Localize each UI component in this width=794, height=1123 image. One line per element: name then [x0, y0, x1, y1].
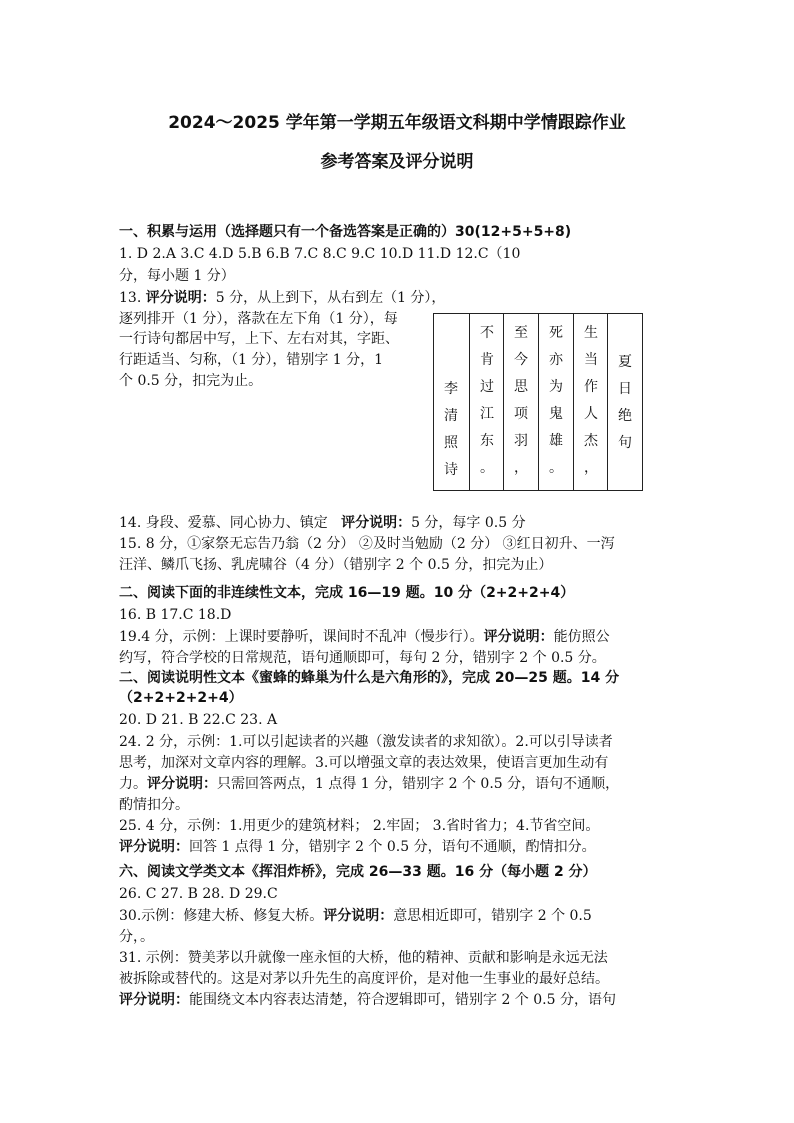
section3-heading: 二、阅读说明性文本《蜜蜂的蜂巢为什么是六角形的》，完成 20—25 题。14 分: [119, 670, 620, 686]
q30-line1: 30.示例：修建大桥、修复大桥。评分说明：意思相近即可，错别字 2 个 0.5: [119, 908, 592, 924]
q30-label: 评分说明：: [323, 908, 394, 924]
q19-line2: 约写，符合学校的日常规范，语句通顺即可，每句 2 分，错别字 2 个 0.5 分。: [119, 650, 606, 666]
q19-line1: 19.4 分，示例：上课时要静听，课间时不乱冲（慢步行）。评分说明：能仿照公: [119, 629, 610, 645]
q24-line1: 24. 2 分，示例：1.可以引起读者的兴趣（激发读者的求知欲）。2.可以引导读者: [119, 734, 613, 750]
q19-label: 评分说明：: [483, 629, 554, 645]
poem-grid: [433, 313, 643, 491]
section2-heading: 二、阅读下面的非连续性文本，完成 16—19 题。10 分（2+2+2+4）: [119, 585, 575, 601]
section3-heading-cont: （2+2+2+2+4）: [119, 690, 243, 706]
answers-26-29: 26. C 27. B 28. D 29.C: [119, 886, 278, 902]
q13-line3: 一行诗句都居中写，上下、左右对其，字距、: [119, 331, 399, 347]
answers-1-12-cont: 分，每小题 1 分）: [119, 268, 235, 284]
answers-1-12: 1. D 2.A 3.C 4.D 5.B 6.B 7.C 8.C 9.C 10.D 11.D 12.C（10: [119, 246, 521, 262]
answers-20-23: 20. D 21. B 22.C 23. A: [119, 712, 278, 728]
poem-column-line1: 生 当 作 人 杰 ，: [573, 314, 608, 490]
q15-line1: 15. 8 分，①家祭无忘告乃翁（2 分） ②及时当勉励（2 分） ③红日初升、一泻: [119, 536, 615, 552]
poem-column-author: 李 清 照 诗: [444, 381, 458, 478]
q15-line2: 汪洋、鳞爪飞扬、乳虎啸谷（4 分）（错别字 2 个 0.5 分，扣完为止）: [119, 557, 553, 573]
page-title: 2024～2025 学年第一学期五年级语文科期中学情跟踪作业: [168, 113, 626, 133]
q14-line: 14. 身段、爱慕、同心协力、镇定 评分说明：5 分，每字 0.5 分: [119, 515, 526, 531]
q24-label: 评分说明：: [147, 776, 217, 792]
q31-label: 评分说明：: [119, 992, 189, 1008]
q24-line3: 力。评分说明：只需回答两点，1 点得 1 分，错别字 2 个 0.5 分，语句不通顺，: [119, 776, 620, 792]
poem-column-title: 夏 日 绝 句: [607, 314, 642, 490]
poem-column-line2: 死 亦 为 鬼 雄 。: [538, 314, 573, 490]
q25-line2: 评分说明：回答 1 点得 1 分，错别字 2 个 0.5 分，语句不通顺，酌情扣分。: [119, 839, 596, 855]
poem-column-line3: 至 今 思 项 羽 ，: [503, 314, 538, 490]
q24-line2: 思考，加深对文章内容的理解。3.可以增强文章的表达效果，使语言更加生动有: [119, 755, 609, 771]
answers-16-18: 16. B 17.C 18.D: [119, 607, 232, 623]
q24-line4: 酌情扣分。: [119, 797, 189, 813]
page-subtitle: 参考答案及评分说明: [320, 152, 474, 172]
q13-label: 评分说明：: [145, 290, 216, 306]
poem-column-line4: 不 肯 过 江 东 。: [469, 314, 504, 490]
q25-label: 评分说明：: [119, 839, 189, 855]
q30-line2: 分，。: [119, 929, 154, 945]
q14-label: 评分说明：: [341, 515, 412, 531]
section1-heading: 一、积累与运用（选择题只有一个备选答案是正确的）30(12+5+5+8): [119, 224, 572, 240]
q25-line1: 25. 4 分，示例：1.用更少的建筑材料； 2.牢固； 3.省时省力；4.节省空间。: [119, 818, 600, 834]
q31-line3: 评分说明：能围绕文本内容表达清楚，符合逻辑即可，错别字 2 个 0.5 分，语句: [119, 992, 616, 1008]
q31-line1: 31. 示例：赞美茅以升就像一座永恒的大桥，他的精神、贡献和影响是永远无法: [119, 950, 608, 966]
section4-heading: 六、阅读文学类文本《挥泪炸桥》，完成 26—33 题。16 分（每小题 2 分）: [119, 864, 597, 880]
q31-line2: 被拆除或替代的。这是对茅以升先生的高度评价，是对他一生事业的最好总结。: [119, 971, 609, 987]
q13-line1: 13. 评分说明：5 分，从上到下，从右到左（1 分），: [119, 290, 446, 306]
q13-line4: 行距适当、匀称，（1 分），错别字 1 分，1: [119, 352, 384, 368]
q13-line2: 逐列排开（1 分），落款在左下角（1 分），每: [119, 311, 398, 327]
q13-line5: 个 0.5 分，扣完为止。: [119, 373, 263, 389]
